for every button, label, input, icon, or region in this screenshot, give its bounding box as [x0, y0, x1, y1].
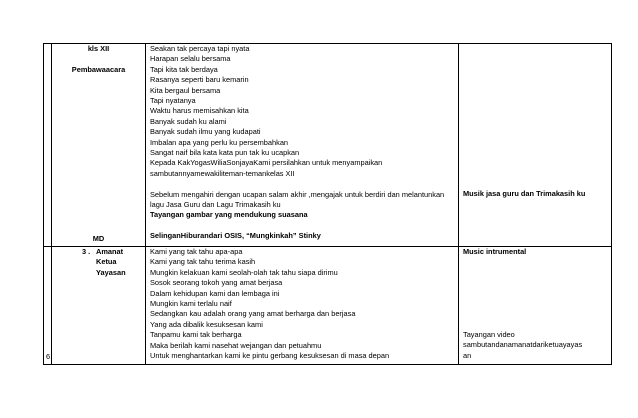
- script-line: Dalam kehidupan kami dan lembaga ini: [150, 288, 280, 298]
- script-line: Banyak sudah ku alami: [150, 116, 227, 126]
- script-line: Tapi nyatanya: [150, 96, 196, 106]
- script-line: Mungkin kami terlalu naif: [150, 299, 232, 309]
- music-note: Music intrumental: [463, 247, 527, 256]
- video-line: Tayangan video: [463, 329, 515, 339]
- closing-line: Sebelum mengahiri dengan ucapan salam akhir ,mengajak untuk berdiri dan melantunkan: [150, 189, 445, 199]
- table-row: [44, 44, 612, 247]
- presenter-label: Pembawaacara: [71, 64, 126, 74]
- script-line: Sangat naif bila kata kata pun tak ku ucapkan: [150, 148, 300, 158]
- script-line: Kami yang tak tahu terima kasih: [150, 257, 256, 267]
- script-line: Mungkin kelakuan kami seolah-olah tak tahu siapa dirimu: [150, 267, 338, 277]
- number-cell: [44, 44, 52, 247]
- script-cell: [146, 247, 459, 365]
- script-line: Tanpamu kami tak berharga: [150, 330, 242, 340]
- agenda-label: Amanat: [96, 247, 124, 256]
- music-cell: [459, 247, 612, 365]
- class-label: kls XII: [87, 44, 110, 53]
- script-line: Harapan selalu bersama: [150, 54, 231, 64]
- video-note: [463, 330, 607, 361]
- role-cell: [52, 247, 146, 365]
- script-line: Rasanya seperti baru kemarin: [150, 75, 249, 85]
- script-line: Sosok seorang tokoh yang amat berjasa: [150, 278, 283, 288]
- script-line: Maka berilah kami nasehat wejangan dan petuahmu: [150, 340, 322, 350]
- script-line: Banyak sudah ilmu yang kudapati: [150, 127, 261, 137]
- script-line: sambutannyamewakiliteman-temankelas XII: [150, 168, 295, 178]
- agenda-label: Yayasan: [96, 267, 126, 277]
- md-label: MD: [92, 233, 105, 243]
- interlude-note: SelinganHiburandari OSIS, “Mungkinkah” Stinky: [150, 231, 321, 241]
- script-line: Imbalan apa yang perlu ku persembahkan: [150, 137, 289, 147]
- script-cell: [146, 44, 459, 247]
- script-line: Untuk menghantarkan kami ke pintu gerbang kesuksesan di masa depan: [150, 351, 390, 361]
- script-line: Sedangkan kau adalah orang yang amat berharga dan berjasa: [150, 309, 356, 319]
- number-cell: [44, 247, 52, 365]
- script-line: Yang ada dibalik kesuksesan kami: [150, 319, 263, 329]
- agenda-number: 3 .: [82, 247, 91, 256]
- script-line: Seakan tak percaya tapi nyata: [150, 44, 250, 53]
- script-line: Waktu harus memisahkan kita: [150, 106, 249, 116]
- script-line: Tapi kita tak berdaya: [150, 64, 218, 74]
- table-row: [44, 247, 612, 365]
- row-number: 6: [46, 351, 51, 361]
- closing-line: lagu Jasa Guru dan Lagu Trimakasih ku: [150, 200, 281, 210]
- video-line: an: [463, 350, 472, 360]
- script-line: Kami yang tak tahu apa-apa: [150, 247, 243, 256]
- agenda-item: [56, 247, 141, 278]
- script-line: Kepada KakYogasWiliaSonjayaKami persilahkan untuk menyampaikan: [150, 158, 383, 168]
- role-cell: [52, 44, 146, 247]
- video-line: sambutandanamanatdariketuayayas: [463, 340, 583, 350]
- rundown-table: [43, 43, 612, 365]
- visual-note: Tayangan gambar yang mendukung suasana: [150, 210, 308, 220]
- agenda-label: Ketua: [96, 257, 117, 267]
- music-cell: [459, 44, 612, 247]
- script-line: Kita bergaul bersama: [150, 85, 221, 95]
- music-note: Musik jasa guru dan Trimakasih ku: [463, 189, 586, 199]
